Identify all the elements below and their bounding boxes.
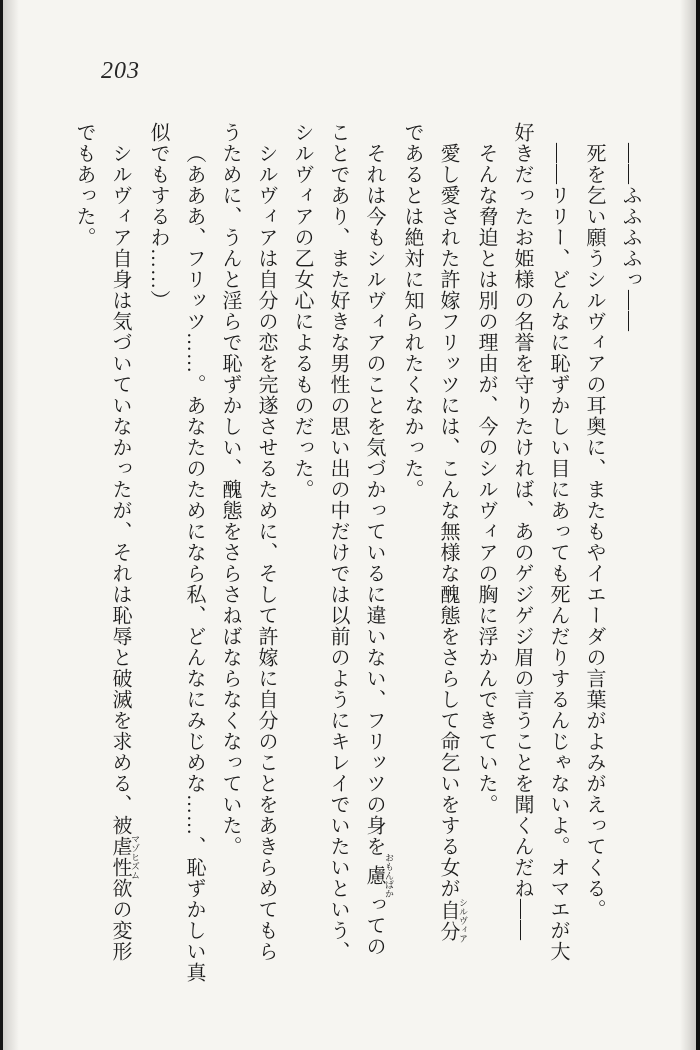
- text-line: 好きだったお姫様の名誉を守りたければ、あのゲジゲジ眉の言うことを聞くんだね――: [511, 122, 533, 941]
- scan-shadow-left: [3, 0, 19, 1050]
- text-line: シルヴィアは自分の恋を完遂させるために、そして許嫁に自分のことをあきらめてもら: [255, 143, 277, 962]
- text-line: ことであり、また好きな男性の思い出の中だけでは以前のようにキレイでいたいという、: [327, 122, 349, 962]
- furigana-ruby: 慮 おもんぱか: [363, 853, 394, 898]
- text-line: （あああ、フリッツ……。あなたのためになら私、どんなにみじめな……、恥ずかしい真: [183, 143, 205, 983]
- text-block: [66, 122, 648, 1012]
- scan-shadow-right: [680, 0, 696, 1050]
- text-line: 愛し愛された許嫁フリッツには、こんな無様な醜態をさらして命乞いをする女が自分 シルヴィア: [437, 143, 468, 944]
- page-number: 203: [101, 58, 140, 84]
- furigana-ruby: 被虐性欲 マゾヒズム: [109, 815, 140, 899]
- text-line: でもあった。: [73, 122, 95, 248]
- text-line: それは今もシルヴィアのことを気づかっているに違いない、フリッツの身を慮 おもんぱかっての: [363, 143, 394, 957]
- furigana-ruby: 自分 シルヴィア: [437, 898, 468, 944]
- text-line: ――リリー、どんなに恥ずかしい目にあっても死んだりするんじゃないよ。オマエが大: [547, 143, 569, 962]
- scan-edge-right: [696, 0, 700, 1050]
- text-line: 死を乞い願うシルヴィアの耳奥に、またもやイエーダの言葉がよみがえってくる。: [583, 143, 605, 920]
- text-line: うために、うんと淫らで恥ずかしい、醜態をさらさねばならなくなっていた。: [219, 122, 241, 857]
- text-line: そんな脅迫とは別の理由が、今のシルヴィアの胸に浮かんできていた。: [475, 143, 497, 815]
- text-line: ――ふふふふっ――: [619, 143, 641, 332]
- text-line: シルヴィア自身は気づいていなかったが、それは恥辱と破滅を求める、被虐性欲 マゾヒズムの変形: [109, 143, 140, 962]
- text-line: シルヴィアの乙女心によるものだった。: [291, 122, 313, 500]
- text-line: 似でもするわ……）: [147, 122, 169, 311]
- text-line: であるとは絶対に知られたくなかった。: [401, 122, 423, 500]
